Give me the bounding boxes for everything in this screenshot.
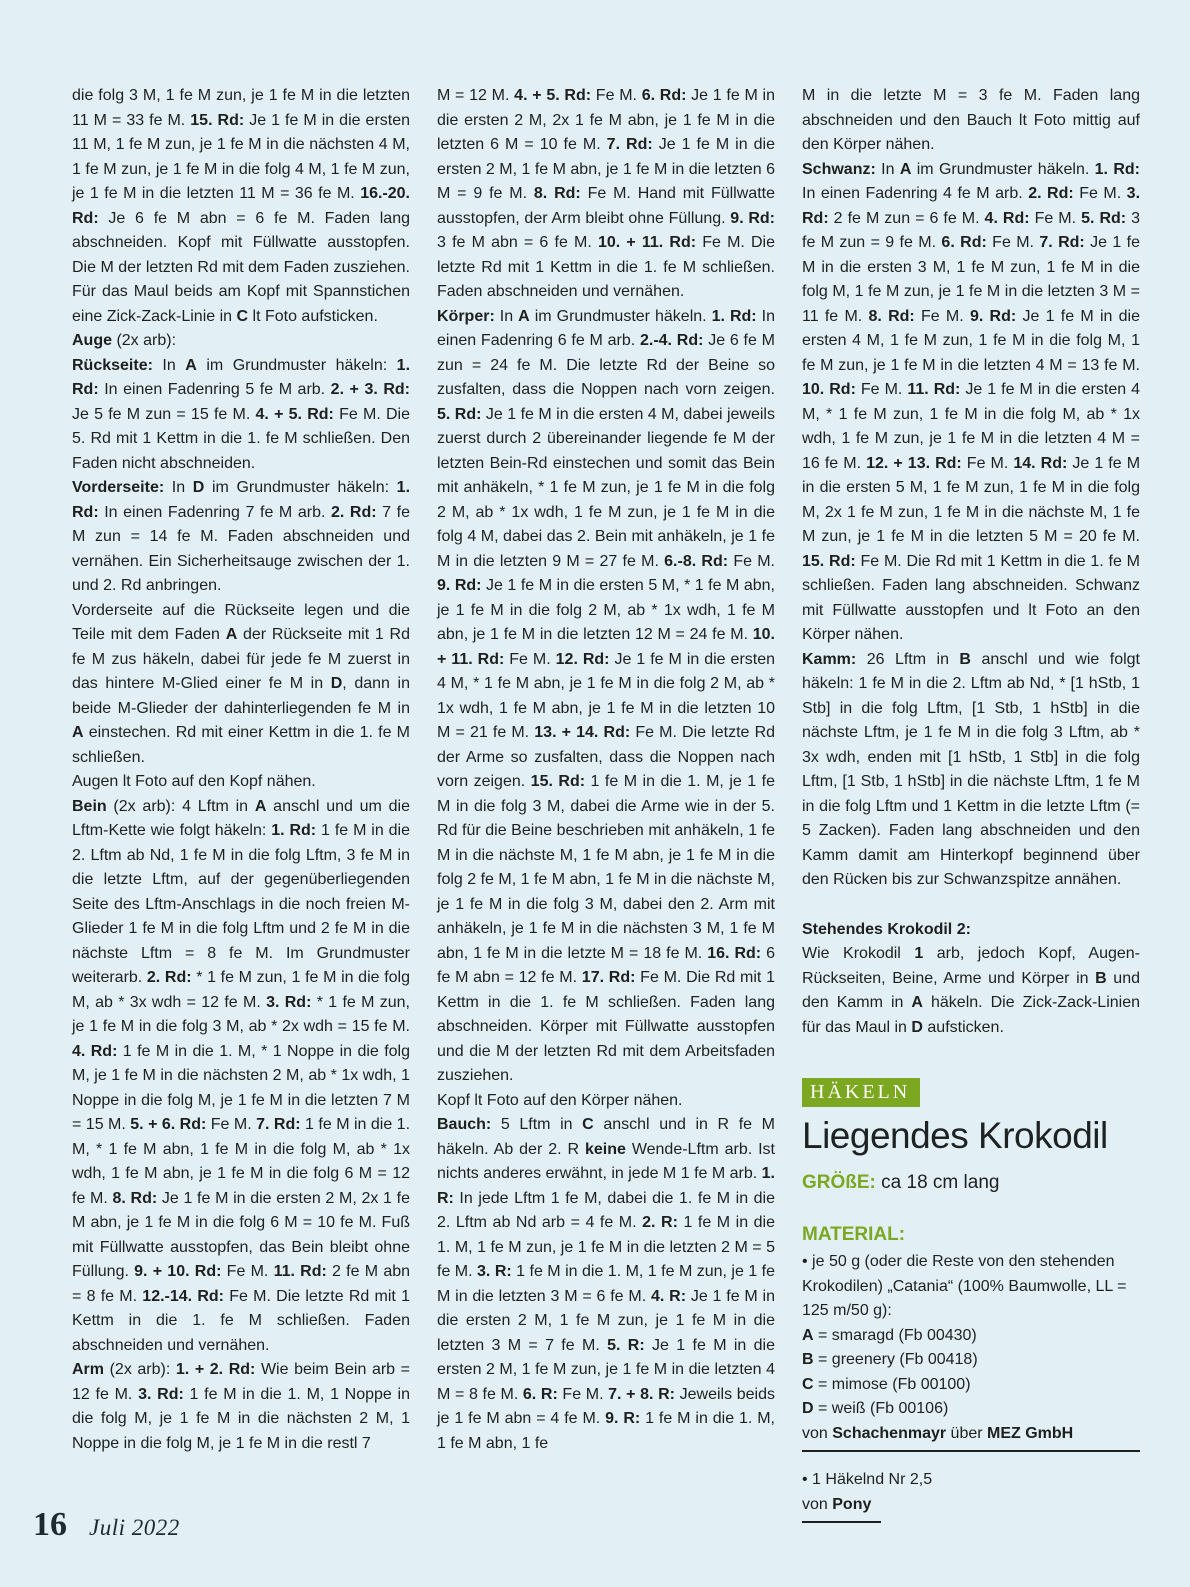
pattern-paragraph-schwanz: Schwanz: In A im Grundmuster häkeln. 1. Rd: In einen Fadenring 4 fe M arb. 2. Rd: Fe M. 3. Rd: 2 fe M zun = 6 fe M. 4. Rd: Fe M. 5. Rd: 3 fe M zun = 9 fe M. 6. Rd: Fe M. 7. Rd: Je 1 fe M in die ersten 3 M, 1 fe M zun, 1 fe M in die folg M, 1 fe M zun, je 1 fe M in die letzten 3 M = 11 fe M. 8. Rd: Fe M. 9. Rd: Je 1 fe M in die ersten 4 M, 1 fe M zun, 1 fe M in die folg M, 1 fe M zun, je 1 fe M in die letzten 4 M = 13 fe M. 10. Rd: Fe M. 11. Rd: Je 1 fe M in die ersten 4 M, * 1 fe M zun, 1 fe M in die folg M, ab * 1x wdh, 1 fe M zun, je 1 fe M in die letzten 4 M = 16 fe M. 12. + 13. Rd: Fe M. 14. Rd: Je 1 fe M in die ersten 5 M, 1 fe M zun, 1 fe M in die folg M, 2x 1 fe M zun, 1 fe M in die nächste M, 1 fe M zun, je 1 fe M in die letzten 5 M = 20 fe M. 15. Rd: Fe M. Die Rd mit 1 Kettm in die 1. fe M schließen. Faden lang abschneiden. Schwanz mit Füllwatte ausstopfen und lt Foto an den Körper nähen. [802,160,1141,643]
pattern-paragraph-bauch: Bauch: 5 Lftm in C anschl und in R fe M häkeln. Ab der 2. R keine Wende-Lftm arb. Ist nichts anderes erwähnt, in jede M 1 fe M arb. 1. R: In jede Lftm 1 fe M, dabei die 1. fe M in die 2. Lftm ab Nd arb = 4 fe M. 2. R: 1 fe M in die 1. M, 1 fe M zun, je 1 fe M in die letzten 2 M = 5 fe M. 3. R: 1 fe M in die 1. M, 1 fe M zun, je 1 fe M in die letzten 3 M = 6 fe M. 4. R: Je 1 fe M in die ersten 2 M, 1 fe M zun, je 1 fe M in die letzten 3 M = 7 fe M. 5. R: Je 1 fe M in die ersten 2 M, 1 fe M zun, je 1 fe M in die letzten 4 M = 8 fe M. 6. R: Fe M. 7. + 8. R: Jeweils beids je 1 fe M abn = 4 fe M. 9. R: 1 fe M in die 1. M, 1 fe M abn, 1 fe [437,1116,776,1452]
text-columns [72,84,1140,1523]
pattern-paragraph-kamm: Kamm: 26 Lftm in B anschl und wie folgt häkeln: 1 fe M in die 2. Lftm ab Nd, * [1 hStb, 1 Stb] in die folg Lftm, [1 Stb, 1 hStb] in die nächste Lftm, je 1 fe M in die folg 3 Lftm, ab * 3x wdh, enden mit [1 hStb, 1 Stb] in die folg Lftm, [1 Stb, 1 hStb] in die nächste Lftm, 1 fe M in die folg Lftm und 1 Kettm in die letzte Lftm (= 5 Zacken). Faden lang abschneiden und den Kamm damit am Hinterkopf beginnend über den Rücken bis zur Schwanzspitze annähen. [802,650,1140,888]
pattern-paragraph-kopf-naehen: Kopf lt Foto auf den Körper nähen. [437,1091,683,1109]
heading-stehendes-krokodil-2: Stehendes Krokodil 2: [802,920,971,938]
category-tag-haekeln: HÄKELN [802,1078,920,1107]
material-brand-line-2: von Pony [802,1493,881,1524]
spacer [802,1196,1140,1221]
material-color-c: C = mimose (Fb 00100) [802,1375,971,1393]
pattern-paragraph-rueckseite: Rückseite: In A im Grundmuster häkeln: 1. Rd: In einen Fadenring 5 fe M arb. 2. + 3. Rd: Je 5 fe M zun = 15 fe M. 4. + 5. Rd: Fe M. Die 5. Rd mit 1 Kettm in die 1. fe M schließen. Den Faden nicht abschneiden. [72,356,411,472]
size-line: GRÖßE: ca 18 cm lang [802,1172,1000,1193]
material-color-d: D = weiß (Fb 00106) [802,1400,949,1417]
material-item-yarn: • je 50 g (oder die Reste von den stehenden Krokodilen) „Catania“ (100% Baumwolle, LL = 125 m/50 g): [802,1253,1127,1319]
column-3 [802,84,1140,1523]
pattern-paragraph-auge: Auge (2x arb): [72,332,177,349]
pattern-paragraph-bein: Bein (2x arb): 4 Lftm in A anschl und um die Lftm-Kette wie folgt häkeln: 1. Rd: 1 fe M in die 2. Lftm ab Nd, 1 fe M in die folg Lftm, 3 fe M in die letzte Lftm, auf der gegenüberliegenden Seite des Lftm-Anschlags in die noch freien M-Glieder 1 fe M in die folg Lftm und 2 fe M in die nächste Lftm = 8 fe M. Im Grundmuster weiterarb. 2. Rd: * 1 fe M zun, 1 fe M in die folg M, ab * 3x wdh = 12 fe M. 3. Rd: * 1 fe M zun, je 1 fe M in die folg 3 M, ab * 2x wdh = 15 fe M. 4. Rd: 1 fe M in die 1. M, * 1 Noppe in die folg M, je 1 fe M in die nächsten 2 M, ab * 1x wdh, 1 Noppe in die folg M, je 1 fe M in die letzten 7 M = 15 M. 5. + 6. Rd: Fe M. 7. Rd: 1 fe M in die 1. M, * 1 fe M abn, 1 fe M in die folg M, ab * 1x wdh, 1 fe M abn, je 1 fe M in die folg 6 M = 12 fe M. 8. Rd: Je 1 fe M in die ersten 2 M, 2x 1 fe M abn, je 1 fe M in die folg 6 M = 10 fe M. Fuß mit Füllwatte ausstopfen, das Bein bleibt ohne Füllung. 9. + 10. Rd: Fe M. 11. Rd: 2 fe M abn = 8 fe M. 12.-14. Rd: Fe M. Die letzte Rd mit 1 Kettm in die 1. fe M schließen. Faden abschneiden und vernähen. [72,797,411,1354]
spacer [802,1452,1140,1468]
pattern-paragraph-augen-naehen: Augen lt Foto auf den Kopf nähen. [72,773,316,790]
pattern-paragraph-head-continuation: die folg 3 M, 1 fe M zun, je 1 fe M in die letzten 11 M = 33 fe M. 15. Rd: Je 1 fe M in die ersten 11 M, 1 fe M zun, je 1 fe M in die nächsten 4 M, 1 fe M zun, je 1 fe M in die folg 4 M, 1 fe M zun, je 1 fe M in die letzten 11 M = 36 fe M. 16.-20. Rd: Je 6 fe M abn = 6 fe M. Faden lang abschneiden. Kopf mit Füllwatte ausstopfen. Die M der letzten Rd mit dem Faden zusziehen. Für das Maul beids am Kopf mit Spannstichen eine Zick-Zack-Linie in C lt Foto aufsticken. [72,87,411,325]
material-brand-line: von Schachenmayr über MEZ GmbH [802,1422,1140,1453]
column-2 [437,84,775,1523]
material-heading: MATERIAL: [802,1224,906,1245]
column-1 [72,84,410,1523]
pattern-paragraph-krokodil-2: Wie Krokodil 1 arb, jedoch Kopf, Augen-Rückseiten, Beine, Arme und Körper in B und den Kamm in A häkeln. Die Zick-Zack-Linien für das Maul in D aufsticken. [802,945,1141,1036]
page-footer [33,1505,180,1545]
material-color-b: B = greenery (Fb 00418) [802,1351,978,1368]
pattern-paragraph-koerper: Körper: In A im Grundmuster häkeln. 1. Rd: In einen Fadenring 6 fe M arb. 2.-4. Rd: Je 6 fe M zun = 24 fe M. Die letzte Rd der Beine so zusfalten, dass die Noppen nach vorn zeigen. 5. Rd: Je 1 fe M in die ersten 4 M, dabei jeweils zuerst durch 2 übereinander liegende fe M der letzten Bein-Rd einstechen und somit das Bein mit anhäkeln, * 1 fe M zun, je 1 fe M in die folg 2 M, ab * 1x wdh, 1 fe M zun, je 1 fe M in die folg 4 M, dabei das 2. Bein mit anhäkeln, je 1 fe M in die letzten 9 M = 27 fe M. 6.-8. Rd: Fe M. 9. Rd: Je 1 fe M in die ersten 5 M, * 1 fe M abn, je 1 fe M in die folg 2 M, ab * 1x wdh, 1 fe M abn, je 1 fe M in die letzten 12 M = 24 fe M. 10. + 11. Rd: Fe M. 12. Rd: Je 1 fe M in die ersten 4 M, * 1 fe M abn, je 1 fe M in die folg 2 M, ab * 1x wdh, 1 fe M abn, je 1 fe M in die letzten 10 M = 21 fe M. 13. + 14. Rd: Fe M. Die letzte Rd der Arme so zusfalten, dass die Noppen nach vorn zeigen. 15. Rd: 1 fe M in die 1. M, je 1 fe M in die folg 3 M, dabei die Arme wie in der 5. Rd für die Beine beschrieben mit anhäkeln, 1 fe M in die nächste M, 1 fe M abn, je 1 fe M in die folg 2 fe M, 1 fe M abn, 1 fe M in die nächste M, je 1 fe M in die folg 3 M, dabei den 2. Arm mit anhäkeln, je 1 fe M in die nächsten 3 M, 1 fe M abn, 1 fe M in die letzte M = 18 fe M. 16. Rd: 6 fe M abn = 12 fe M. 17. Rd: Fe M. Die Rd mit 1 Kettm in die 1. fe M schließen. Faden lang abschneiden. Körper mit Füllwatte ausstopfen und die M der letzten Rd mit dem Arbeitsfaden zusziehen. [437,307,776,1084]
pattern-paragraph-vorderseite: Vorderseite: In D im Grundmuster häkeln: 1. Rd: In einen Fadenring 7 fe M arb. 2. Rd: 7 fe M zun = 14 fe M. Faden abschneiden und vernähen. Ein Sicherheitsauge zwischen der 1. und 2. Rd anbringen. [72,479,411,594]
issue-date: Juli 2022 [89,1515,180,1540]
article-title: Liegendes Krokodil [802,1115,1108,1156]
pattern-paragraph-arm-continuation: M = 12 M. 4. + 5. Rd: Fe M. 6. Rd: Je 1 fe M in die ersten 2 M, 2x 1 fe M abn, je 1 fe M in die letzten 6 M = 10 fe M. 7. Rd: Je 1 fe M in die ersten 2 M, 1 fe M abn, je 1 fe M in die letzten 6 M = 9 fe M. 8. Rd: Fe M. Hand mit Füllwatte ausstopfen, der Arm bleibt ohne Füllung. 9. Rd: 3 fe M abn = 6 fe M. 10. + 11. Rd: Fe M. Die letzte Rd mit 1 Kettm in die 1. fe M schließen. Faden abschneiden und vernähen. [437,87,776,300]
pattern-paragraph-zusammenhaekeln: Vorderseite auf die Rückseite legen und die Teile mit dem Faden A der Rückseite mit 1 Rd fe M zus häkeln, dabei für jede fe M zuerst in das hintere M-Glied einer fe M in D, dann in beide M-Glieder der dahinterliegenden fe M in A einstechen. Rd mit einer Kettm in die 1. fe M schließen. [72,601,410,766]
spacer [802,893,1140,918]
material-color-a: A = smaragd (Fb 00430) [802,1326,977,1344]
spacer [802,1040,1140,1078]
material-item-hook: • 1 Häkelnd Nr 2,5 [802,1471,933,1488]
pattern-paragraph-arm: Arm (2x arb): 1. + 2. Rd: Wie beim Bein arb = 12 fe M. 3. Rd: 1 fe M in die 1. M, 1 Noppe in die folg M, je 1 fe M in die nächsten 2 M, 1 Noppe in die folg M, je 1 fe M in die restl 7 [72,1361,411,1452]
page-number: 16 [33,1506,67,1543]
pattern-paragraph-bauch-continuation: M in die letzte M = 3 fe M. Faden lang abschneiden und den Bauch lt Foto mittig auf den Körper nähen. [802,87,1140,153]
